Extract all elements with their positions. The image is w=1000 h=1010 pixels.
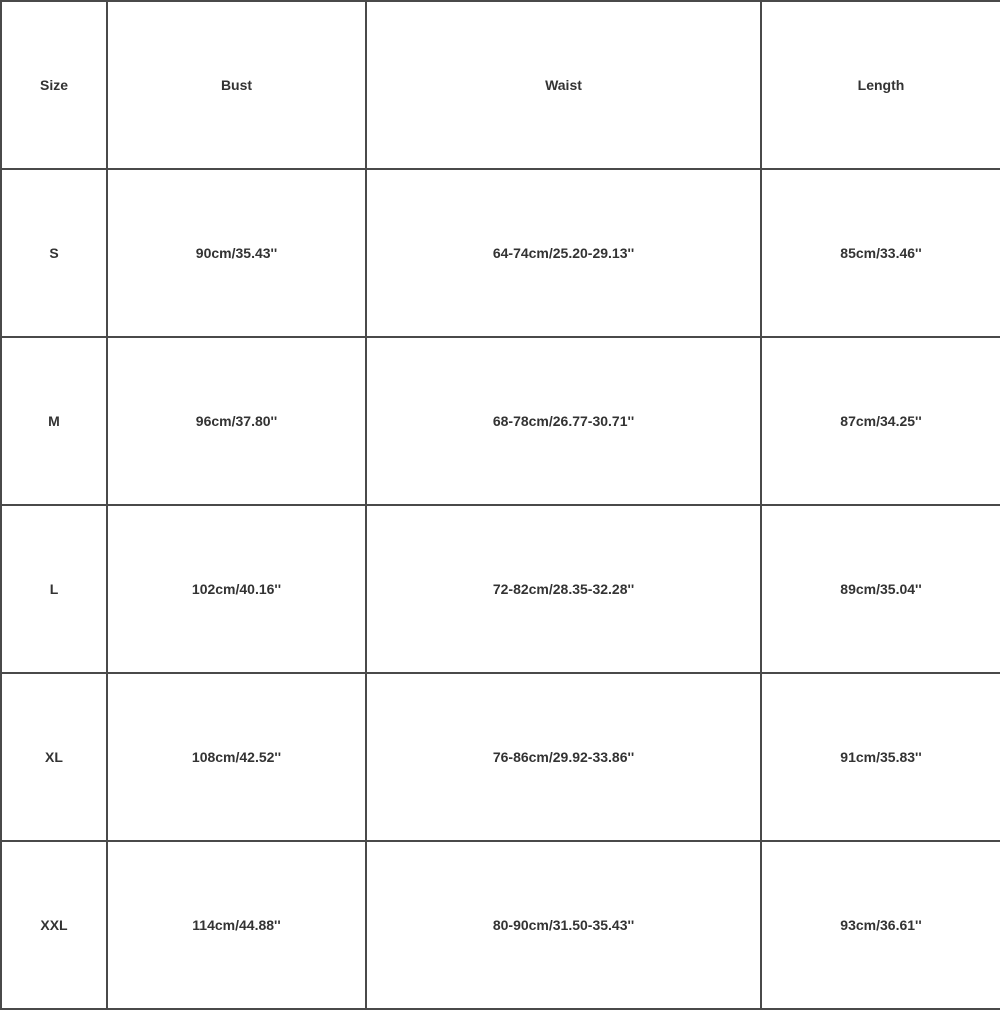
cell-bust: 90cm/35.43'' (107, 169, 366, 337)
cell-bust: 114cm/44.88'' (107, 841, 366, 1009)
cell-length: 89cm/35.04'' (761, 505, 1000, 673)
cell-bust: 108cm/42.52'' (107, 673, 366, 841)
cell-waist: 68-78cm/26.77-30.71'' (366, 337, 761, 505)
table-row (1, 169, 1000, 337)
table-row (1, 505, 1000, 673)
table-header-row (1, 1, 1000, 169)
cell-length: 91cm/35.83'' (761, 673, 1000, 841)
cell-bust: 96cm/37.80'' (107, 337, 366, 505)
cell-length: 93cm/36.61'' (761, 841, 1000, 1009)
cell-waist: 80-90cm/31.50-35.43'' (366, 841, 761, 1009)
cell-waist: 64-74cm/25.20-29.13'' (366, 169, 761, 337)
table-row (1, 673, 1000, 841)
cell-size: XXL (1, 841, 107, 1009)
cell-size: L (1, 505, 107, 673)
cell-waist: 72-82cm/28.35-32.28'' (366, 505, 761, 673)
cell-size: XL (1, 673, 107, 841)
cell-length: 85cm/33.46'' (761, 169, 1000, 337)
header-bust: Bust (107, 1, 366, 169)
cell-size: S (1, 169, 107, 337)
cell-length: 87cm/34.25'' (761, 337, 1000, 505)
header-length: Length (761, 1, 1000, 169)
header-size: Size (1, 1, 107, 169)
table-row (1, 841, 1000, 1009)
table-row (1, 337, 1000, 505)
cell-size: M (1, 337, 107, 505)
header-waist: Waist (366, 1, 761, 169)
cell-waist: 76-86cm/29.92-33.86'' (366, 673, 761, 841)
cell-bust: 102cm/40.16'' (107, 505, 366, 673)
